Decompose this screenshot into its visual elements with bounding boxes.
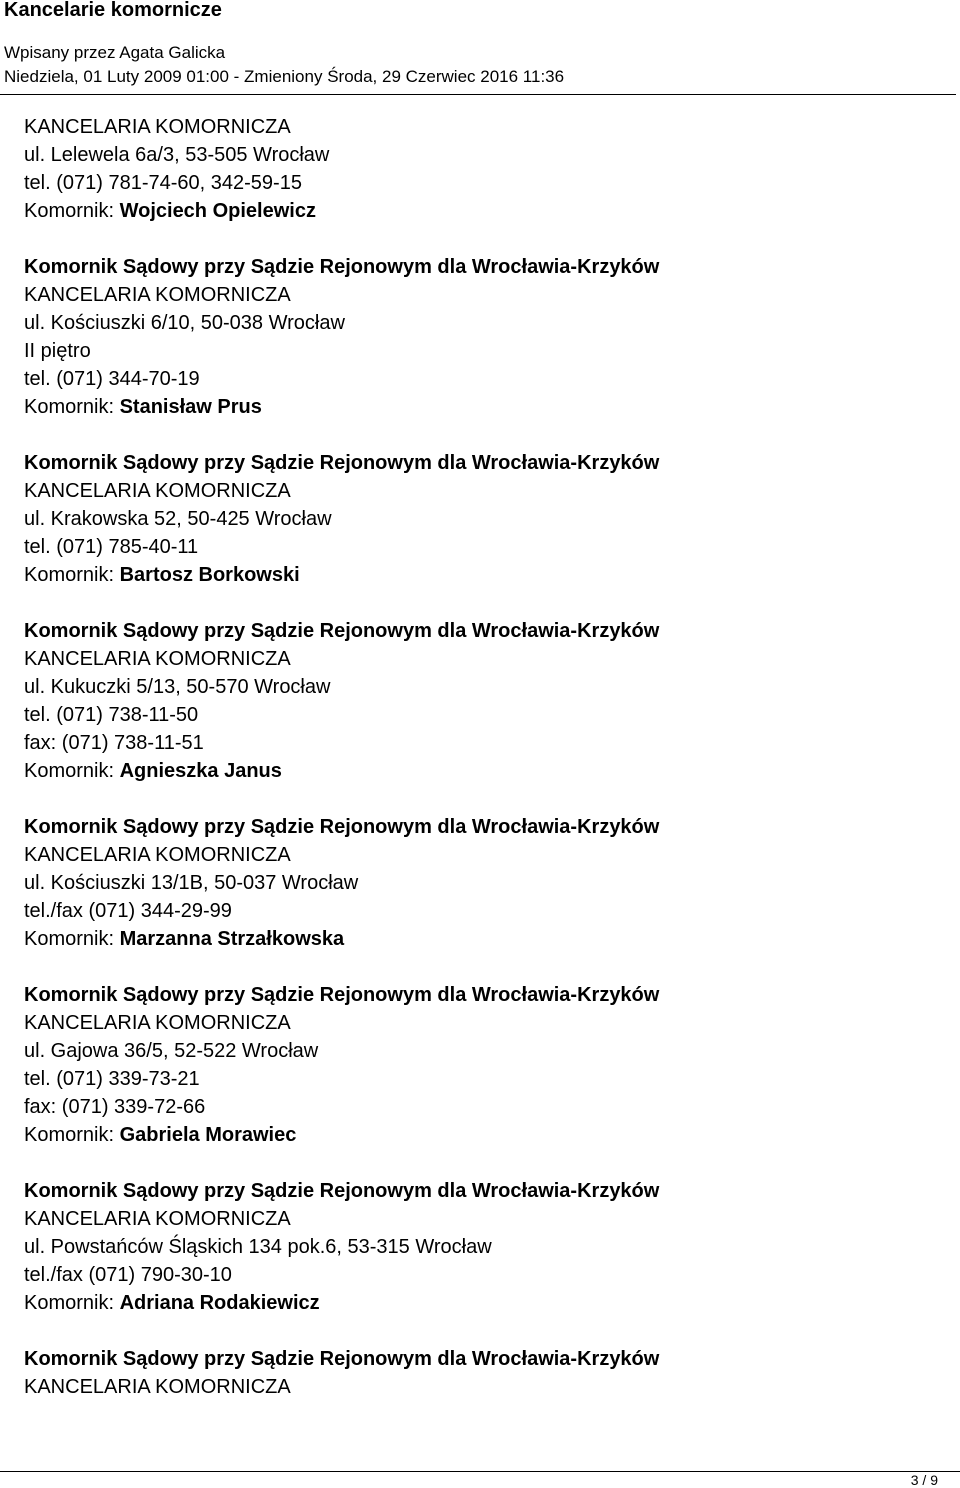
- entry-spacer: [24, 953, 944, 981]
- bailiff-label: Komornik:: [24, 200, 115, 222]
- contact-line: tel. (071) 339-73-21: [24, 1068, 200, 1090]
- bailiff-office-entry: [24, 225, 944, 421]
- entry-spacer: [24, 785, 944, 813]
- contact-line: tel./fax (071) 790-30-10: [24, 1264, 232, 1286]
- bailiff-line: [24, 393, 944, 421]
- contact-line: fax: (071) 339-72-66: [24, 1096, 206, 1118]
- court-heading: Komornik Sądowy przy Sądzie Rejonowym dla Wrocławia-Krzyków: [24, 1348, 660, 1370]
- document-title: Kancelarie komornicze: [4, 0, 222, 21]
- bailiff-office-entry: [24, 421, 944, 589]
- contact-line: ul. Krakowska 52, 50-425 Wrocław: [24, 508, 332, 530]
- office-name: KANCELARIA KOMORNICZA: [24, 844, 291, 866]
- bailiff-label: Komornik:: [24, 1124, 115, 1146]
- contact-line: ul. Kościuszki 13/1B, 50-037 Wrocław: [24, 872, 359, 894]
- bailiff-name: Agnieszka Janus: [119, 760, 282, 782]
- bailiff-office-entry: [24, 953, 944, 1149]
- header-divider: [0, 94, 956, 95]
- bailiff-name: Bartosz Borkowski: [119, 564, 300, 586]
- office-name: KANCELARIA KOMORNICZA: [24, 284, 291, 306]
- bailiff-office-entry: [24, 1149, 944, 1317]
- bailiff-line: [24, 1121, 944, 1149]
- bailiff-label: Komornik:: [24, 564, 115, 586]
- contact-line: ul. Powstańców Śląskich 134 pok.6, 53-315 Wrocław: [24, 1236, 492, 1258]
- office-name: KANCELARIA KOMORNICZA: [24, 1012, 291, 1034]
- contact-line: tel. (071) 738-11-50: [24, 704, 199, 726]
- contact-line: ul. Gajowa 36/5, 52-522 Wrocław: [24, 1040, 319, 1062]
- document-body: [24, 113, 944, 1401]
- contact-line: ul. Kościuszki 6/10, 50-038 Wrocław: [24, 312, 345, 334]
- entry-spacer: [24, 1317, 944, 1345]
- contact-line: ul. Kukuczki 5/13, 50-570 Wrocław: [24, 676, 331, 698]
- bailiff-office-entry: [24, 589, 944, 785]
- court-heading: Komornik Sądowy przy Sądzie Rejonowym dla Wrocławia-Krzyków: [24, 816, 660, 838]
- contact-line: II piętro: [24, 340, 91, 362]
- bailiff-name: Marzanna Strzałkowska: [119, 928, 345, 950]
- contact-line: tel./fax (071) 344-29-99: [24, 900, 232, 922]
- bailiff-line: [24, 757, 944, 785]
- contact-line: ul. Lelewela 6a/3, 53-505 Wrocław: [24, 144, 330, 166]
- dates-line: Niedziela, 01 Luty 2009 01:00 - Zmieniony Środa, 29 Czerwiec 2016 11:36: [4, 67, 565, 86]
- court-heading: Komornik Sądowy przy Sądzie Rejonowym dla Wrocławia-Krzyków: [24, 984, 660, 1006]
- court-heading: Komornik Sądowy przy Sądzie Rejonowym dla Wrocławia-Krzyków: [24, 452, 660, 474]
- bailiff-label: Komornik:: [24, 1292, 115, 1314]
- author-line: Wpisany przez Agata Galicka: [4, 43, 226, 62]
- contact-line: fax: (071) 738-11-51: [24, 732, 204, 754]
- bailiff-line: [24, 1289, 944, 1317]
- office-name: KANCELARIA KOMORNICZA: [24, 1376, 291, 1398]
- page-header: [4, 0, 956, 89]
- entry-spacer: [24, 1149, 944, 1177]
- bailiff-name: Stanisław Prus: [119, 396, 262, 418]
- bailiff-office-entry: [24, 785, 944, 953]
- bailiff-label: Komornik:: [24, 396, 115, 418]
- court-heading: Komornik Sądowy przy Sądzie Rejonowym dla Wrocławia-Krzyków: [24, 620, 660, 642]
- entry-spacer: [24, 421, 944, 449]
- court-heading: Komornik Sądowy przy Sądzie Rejonowym dla Wrocławia-Krzyków: [24, 1180, 660, 1202]
- bailiff-name: Gabriela Morawiec: [119, 1124, 297, 1146]
- bailiff-line: [24, 561, 944, 589]
- bailiff-line: [24, 925, 944, 953]
- bailiff-name: Adriana Rodakiewicz: [119, 1292, 320, 1314]
- bailiff-label: Komornik:: [24, 928, 115, 950]
- bailiff-line: [24, 197, 944, 225]
- page-number: 3 / 9: [910, 1472, 938, 1488]
- contact-line: tel. (071) 785-40-11: [24, 536, 199, 558]
- entry-spacer: [24, 589, 944, 617]
- office-name: KANCELARIA KOMORNICZA: [24, 116, 291, 138]
- bailiff-office-entry: [24, 1317, 944, 1401]
- office-name: KANCELARIA KOMORNICZA: [24, 480, 291, 502]
- bailiff-label: Komornik:: [24, 760, 115, 782]
- bailiff-name: Wojciech Opielewicz: [119, 200, 316, 222]
- bailiff-office-entry: [24, 113, 944, 225]
- contact-line: tel. (071) 344-70-19: [24, 368, 200, 390]
- entry-spacer: [24, 225, 944, 253]
- office-name: KANCELARIA KOMORNICZA: [24, 648, 291, 670]
- court-heading: Komornik Sądowy przy Sądzie Rejonowym dla Wrocławia-Krzyków: [24, 256, 660, 278]
- office-name: KANCELARIA KOMORNICZA: [24, 1208, 291, 1230]
- contact-line: tel. (071) 781-74-60, 342-59-15: [24, 172, 302, 194]
- footer-divider: [0, 1471, 960, 1472]
